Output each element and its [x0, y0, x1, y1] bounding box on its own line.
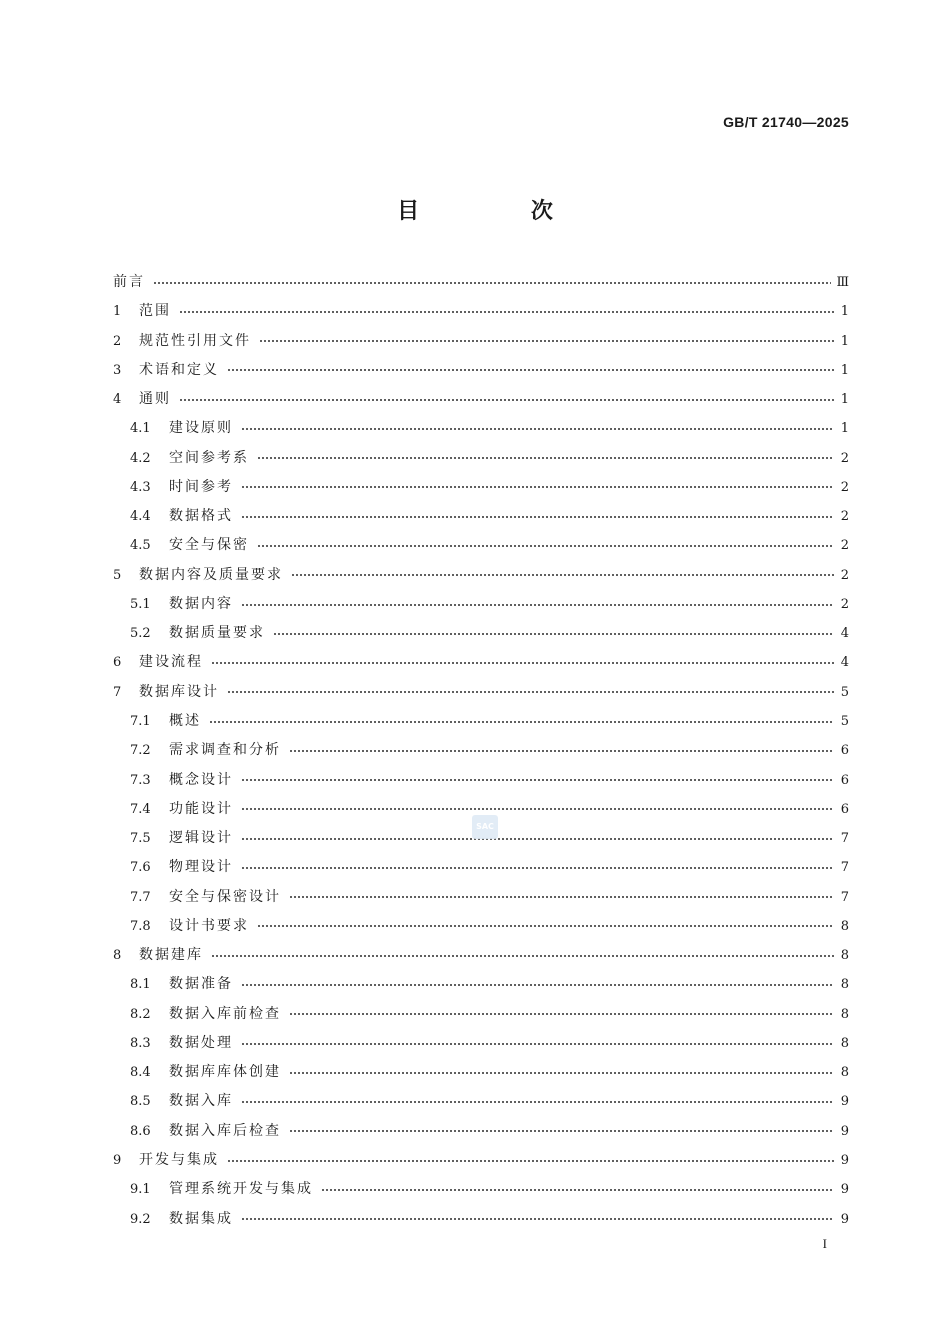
toc-leader-dots: [289, 1124, 834, 1138]
toc-leader-dots: [241, 422, 834, 436]
toc-entry[interactable]: [113, 327, 849, 356]
toc-entry-page: 7: [840, 889, 849, 905]
table-of-contents: [113, 268, 849, 1234]
toc-entry-title: 建设流程: [139, 654, 203, 671]
toc-entry-number: 8: [113, 948, 122, 964]
toc-entry[interactable]: [113, 385, 849, 414]
toc-leader-dots: [321, 1183, 834, 1197]
toc-entry-page: 2: [840, 596, 849, 612]
toc-leader-dots: [179, 393, 834, 407]
toc-entry-title: 规范性引用文件: [139, 332, 251, 349]
toc-entry[interactable]: [113, 1205, 849, 1234]
toc-entry-number: 7.7: [130, 889, 151, 905]
toc-entry-number: 4.2: [130, 450, 151, 466]
toc-leader-dots: [241, 1095, 834, 1109]
toc-entry-title: 逻辑设计: [169, 830, 233, 847]
toc-leader-dots: [227, 363, 834, 377]
toc-entry-page: 1: [840, 421, 849, 437]
toc-entry-number: 8.5: [130, 1094, 151, 1110]
toc-entry-number: 7.1: [130, 713, 151, 729]
toc-entry-title: 概述: [169, 712, 201, 729]
toc-entry-number: 4.4: [130, 509, 151, 525]
toc-entry-number: 9.1: [130, 1182, 151, 1198]
toc-entry-page: 9: [840, 1152, 849, 1168]
toc-entry-title: 数据入库: [169, 1093, 233, 1110]
toc-entry[interactable]: [113, 619, 849, 648]
toc-entry-page: 1: [840, 333, 849, 349]
toc-entry-page: 1: [840, 304, 849, 320]
toc-leader-dots: [259, 334, 834, 348]
toc-entry-page: 2: [840, 538, 849, 554]
toc-entry[interactable]: [113, 1175, 849, 1204]
toc-entry[interactable]: [113, 1146, 849, 1175]
toc-entry-page: 9: [840, 1094, 849, 1110]
toc-entry-title: 设计书要求: [169, 917, 249, 934]
toc-entry-page: 6: [840, 743, 849, 759]
toc-entry[interactable]: [113, 356, 849, 385]
toc-entry[interactable]: [113, 766, 849, 795]
toc-entry-page: 4: [840, 626, 849, 642]
toc-entry-number: 1: [113, 304, 122, 320]
toc-entry-number: 4.5: [130, 538, 151, 554]
toc-entry[interactable]: [113, 590, 849, 619]
toc-entry[interactable]: [113, 268, 849, 297]
toc-entry-number: 8.2: [130, 1006, 151, 1022]
toc-entry-page: 1: [840, 362, 849, 378]
toc-entry-title: 管理系统开发与集成: [169, 1181, 313, 1198]
toc-entry-page: 9: [840, 1123, 849, 1139]
toc-entry[interactable]: [113, 502, 849, 531]
toc-entry-number: 2: [113, 333, 122, 349]
toc-leader-dots: [227, 685, 834, 699]
toc-entry-number: 5: [113, 567, 122, 583]
toc-entry[interactable]: [113, 853, 849, 882]
toc-leader-dots: [273, 627, 834, 641]
toc-entry[interactable]: [113, 1087, 849, 1116]
toc-entry-title: 数据库设计: [139, 683, 219, 700]
toc-entry-page: 9: [840, 1211, 849, 1227]
toc-entry-page: 2: [840, 567, 849, 583]
toc-leader-dots: [153, 276, 831, 290]
toc-entry-number: 7.4: [130, 801, 151, 817]
toc-entry-title: 数据内容及质量要求: [139, 566, 283, 583]
standard-number: GB/T 21740—2025: [723, 114, 849, 130]
toc-entry-title: 术语和定义: [139, 361, 219, 378]
toc-entry-title: 前言: [113, 274, 145, 290]
toc-entry-number: 4.3: [130, 479, 151, 495]
toc-leader-dots: [257, 539, 834, 553]
toc-leader-dots: [209, 715, 834, 729]
toc-title: 目 次: [397, 199, 605, 224]
toc-entry-title: 数据入库后检查: [169, 1122, 281, 1139]
toc-entry-title: 需求调查和分析: [169, 742, 281, 759]
toc-entry-page: 7: [840, 831, 849, 847]
toc-entry-page: 9: [840, 1182, 849, 1198]
toc-entry-title: 功能设计: [169, 800, 233, 817]
toc-entry[interactable]: [113, 1117, 849, 1146]
toc-entry-number: 3: [113, 362, 122, 378]
toc-entry-number: 8.3: [130, 1035, 151, 1051]
toc-entry-title: 建设原则: [169, 420, 233, 437]
toc-entry-page: 4: [840, 655, 849, 671]
toc-entry-title: 概念设计: [169, 771, 233, 788]
toc-entry-title: 数据入库前检查: [169, 1005, 281, 1022]
toc-entry-title: 数据处理: [169, 1034, 233, 1051]
toc-entry-number: 5.2: [130, 626, 151, 642]
toc-entry-title: 空间参考系: [169, 449, 249, 466]
toc-entry[interactable]: [113, 297, 849, 326]
toc-leader-dots: [257, 451, 834, 465]
toc-entry[interactable]: [113, 531, 849, 560]
toc-entry[interactable]: [113, 736, 849, 765]
toc-leader-dots: [241, 1037, 834, 1051]
toc-entry-page: 8: [840, 1006, 849, 1022]
toc-entry-title: 数据内容: [169, 595, 233, 612]
toc-entry-page: 6: [840, 801, 849, 817]
page-number: I: [822, 1236, 827, 1251]
toc-leader-dots: [291, 568, 834, 582]
toc-entry-number: 7.2: [130, 743, 151, 759]
toc-entry-page: 2: [840, 450, 849, 466]
toc-leader-dots: [289, 1007, 834, 1021]
toc-entry-title: 时间参考: [169, 478, 233, 495]
toc-entry-page: 6: [840, 772, 849, 788]
toc-entry-title: 安全与保密: [169, 537, 249, 554]
toc-leader-dots: [289, 1066, 834, 1080]
toc-entry[interactable]: [113, 1000, 849, 1029]
toc-entry[interactable]: [113, 561, 849, 590]
toc-entry-page: 7: [840, 860, 849, 876]
toc-entry-title: 数据集成: [169, 1210, 233, 1227]
toc-entry-title: 开发与集成: [139, 1151, 219, 1168]
toc-leader-dots: [241, 480, 834, 494]
toc-entry-number: 9: [113, 1152, 122, 1168]
toc-entry[interactable]: [113, 970, 849, 999]
toc-leader-dots: [241, 802, 834, 816]
toc-entry-number: 7.5: [130, 831, 151, 847]
toc-leader-dots: [241, 978, 834, 992]
toc-entry-page: 8: [840, 1035, 849, 1051]
toc-leader-dots: [257, 919, 834, 933]
toc-entry[interactable]: [113, 941, 849, 970]
toc-entry[interactable]: [113, 707, 849, 736]
toc-leader-dots: [241, 832, 834, 846]
toc-leader-dots: [289, 744, 834, 758]
toc-leader-dots: [289, 890, 834, 904]
toc-entry-page: 8: [840, 918, 849, 934]
toc-entry-number: 4: [113, 392, 122, 408]
toc-entry[interactable]: [113, 648, 849, 677]
toc-entry-title: 数据格式: [169, 508, 233, 525]
toc-entry-title: 安全与保密设计: [169, 888, 281, 905]
toc-entry-page: 8: [840, 977, 849, 993]
toc-leader-dots: [241, 773, 834, 787]
toc-leader-dots: [241, 1212, 834, 1226]
toc-leader-dots: [241, 598, 834, 612]
toc-leader-dots: [241, 861, 834, 875]
toc-entry-page: 8: [840, 948, 849, 964]
toc-leader-dots: [211, 949, 834, 963]
toc-entry-number: 7.8: [130, 918, 151, 934]
toc-entry-page: 2: [840, 479, 849, 495]
toc-entry-title: 通则: [139, 391, 171, 408]
toc-entry-page: 1: [840, 392, 849, 408]
toc-entry[interactable]: [113, 912, 849, 941]
toc-entry-title: 数据建库: [139, 947, 203, 964]
toc-entry-page: 2: [840, 509, 849, 525]
toc-entry-number: 8.6: [130, 1123, 151, 1139]
toc-entry-title: 数据库库体创建: [169, 1064, 281, 1081]
toc-entry[interactable]: [113, 444, 849, 473]
toc-entry-number: 7: [113, 684, 122, 700]
toc-entry-number: 7.6: [130, 860, 151, 876]
toc-entry-number: 5.1: [130, 596, 151, 612]
toc-entry-title: 范围: [139, 303, 171, 320]
toc-entry-page: 5: [840, 684, 849, 700]
toc-entry-number: 7.3: [130, 772, 151, 788]
toc-entry-number: 8.4: [130, 1065, 151, 1081]
toc-entry-page: 5: [840, 713, 849, 729]
toc-entry[interactable]: [113, 883, 849, 912]
toc-entry-page: Ⅲ: [836, 275, 849, 290]
toc-leader-dots: [227, 1154, 834, 1168]
toc-entry-page: 8: [840, 1065, 849, 1081]
toc-entry-title: 数据准备: [169, 976, 233, 993]
toc-entry[interactable]: [113, 473, 849, 502]
sac-watermark-logo: SAC: [472, 815, 498, 839]
toc-entry-title: 物理设计: [169, 859, 233, 876]
toc-entry[interactable]: [113, 414, 849, 443]
toc-entry[interactable]: [113, 678, 849, 707]
toc-entry-number: 8.1: [130, 977, 151, 993]
toc-entry-title: 数据质量要求: [169, 625, 265, 642]
toc-leader-dots: [211, 656, 834, 670]
toc-leader-dots: [241, 510, 834, 524]
toc-leader-dots: [179, 305, 834, 319]
toc-entry-number: 6: [113, 655, 122, 671]
toc-entry-number: 4.1: [130, 421, 151, 437]
toc-entry-number: 9.2: [130, 1211, 151, 1227]
toc-entry[interactable]: [113, 1029, 849, 1058]
toc-entry[interactable]: [113, 1058, 849, 1087]
